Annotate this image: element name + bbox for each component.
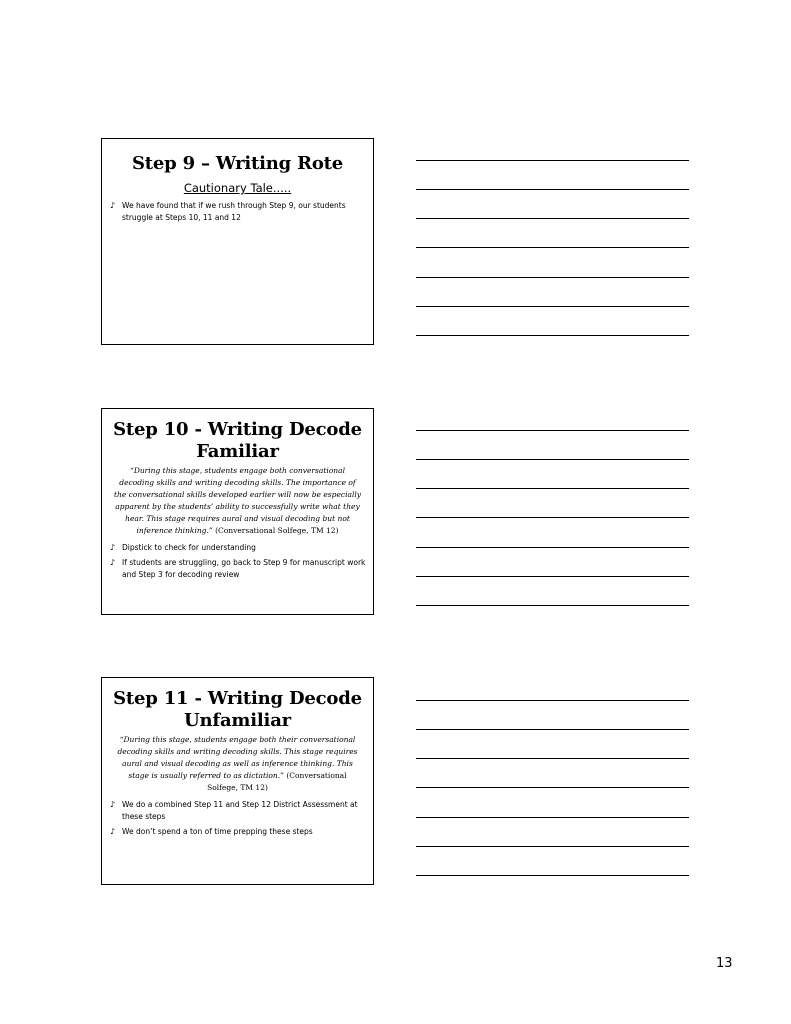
list-item <box>108 200 367 224</box>
list-item <box>108 826 367 838</box>
note-line <box>416 605 689 606</box>
bullet-text: We don’t spend a ton of time prepping these steps <box>122 827 313 836</box>
bullet-text: Dipstick to check for understanding <box>122 543 256 552</box>
quote-citation: (Conversational Solfege, TM 12) <box>215 526 339 535</box>
note-line <box>416 700 689 701</box>
note-line <box>416 787 689 788</box>
bullet-list <box>108 200 367 224</box>
note-line <box>416 517 689 518</box>
note-line <box>416 335 689 336</box>
note-line <box>416 817 689 818</box>
list-item <box>108 557 367 581</box>
note-line <box>416 277 689 278</box>
music-note-icon: ♪ <box>110 827 116 836</box>
slide-subtitle: Cautionary Tale..... <box>183 181 292 195</box>
slide-quote <box>112 465 363 537</box>
slide-title: Step 11 - Writing Decode Unfamiliar <box>113 688 362 731</box>
note-line <box>416 247 689 248</box>
slide-quote <box>112 734 363 794</box>
quote-text: “During this stage, students engage both their conversational decoding skills and writing decoding skills. This stage requires aural and visual decoding as well as inference thinking. This stage is usually referred to as dictation.” <box>117 735 358 780</box>
note-line <box>416 218 689 219</box>
music-note-icon: ♪ <box>110 543 116 552</box>
note-line <box>416 758 689 759</box>
slide-step-11 <box>101 677 374 885</box>
note-line <box>416 846 689 847</box>
bullet-text: We have found that if we rush through Step 9, our students struggle at Steps 10, 11 and 12 <box>122 201 346 222</box>
music-note-icon: ♪ <box>110 800 116 809</box>
quote-text: “During this stage, students engage both conversational decoding skills and writing decoding skills. The importance of the conversational skills developed earlier will now be especially apparent by the students’ ability to successfully write what they hear. This stage requires aural and visual decoding but not inference thinking.” <box>114 466 361 535</box>
note-line <box>416 875 689 876</box>
note-line <box>416 459 689 460</box>
bullet-list <box>108 542 367 581</box>
note-line <box>416 189 689 190</box>
note-line <box>416 488 689 489</box>
music-note-icon: ♪ <box>110 201 116 210</box>
list-item <box>108 542 367 554</box>
bullet-text: We do a combined Step 11 and Step 12 District Assessment at these steps <box>122 800 358 821</box>
music-note-icon: ♪ <box>110 558 116 567</box>
note-line <box>416 160 689 161</box>
slide-title: Step 10 - Writing Decode Familiar <box>113 419 362 462</box>
list-item <box>108 799 367 823</box>
slide-title: Step 9 – Writing Rote <box>131 153 344 174</box>
note-line <box>416 547 689 548</box>
page-number: 13 <box>716 956 733 971</box>
note-line <box>416 430 689 431</box>
note-line <box>416 306 689 307</box>
bullet-text: If students are struggling, go back to Step 9 for manuscript work and Step 3 for decoding review <box>122 558 366 579</box>
slide-step-9 <box>101 138 374 345</box>
slide-step-10 <box>101 408 374 615</box>
note-line <box>416 729 689 730</box>
bullet-list <box>108 799 367 838</box>
quote-citation: (Conversational Solfege, TM 12) <box>207 771 347 792</box>
note-line <box>416 576 689 577</box>
